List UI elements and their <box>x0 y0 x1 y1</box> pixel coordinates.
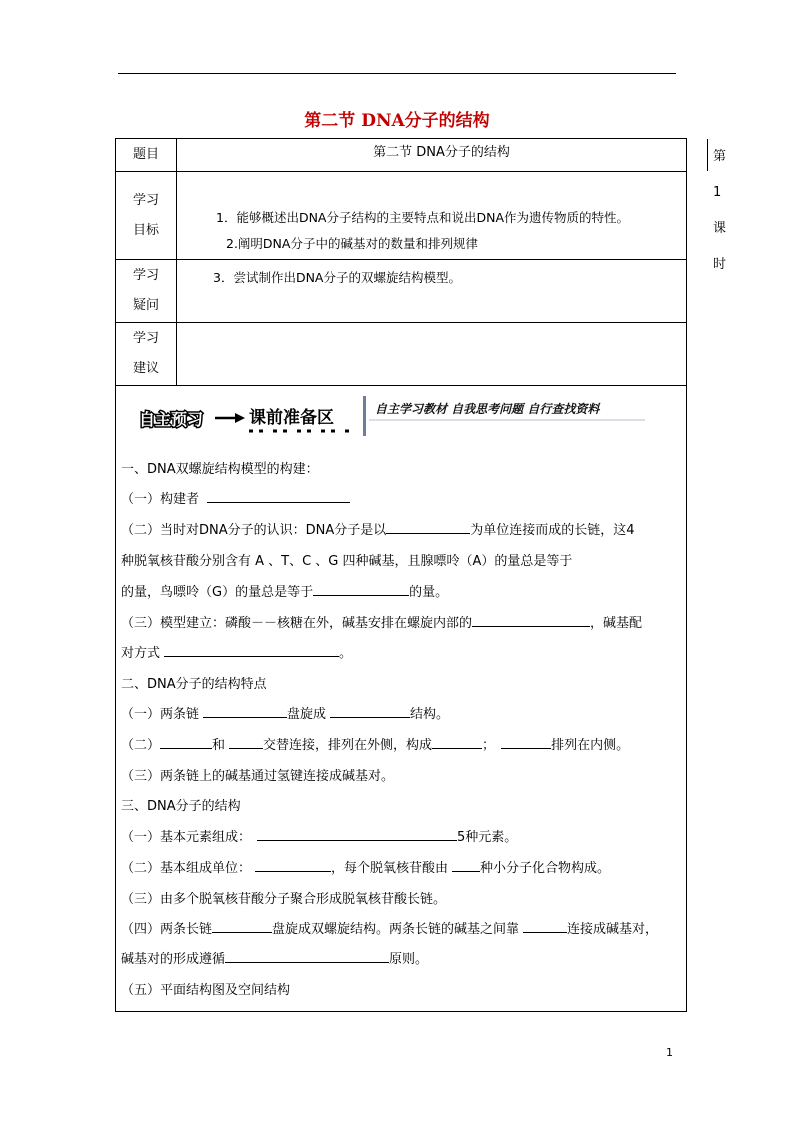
goal-item-2: 2.阐明DNA分子中的碱基对的数量和排列规律 <box>226 236 478 251</box>
advice-row <box>116 323 686 386</box>
advice-label: 学习 建议 <box>116 323 177 385</box>
page-title: 第二节 DNA分子的结构 <box>304 111 490 131</box>
line-hydrogen-bonds: （三）两条链上的碱基通过氢键连接成碱基对。 <box>121 769 395 784</box>
page-number: 1 <box>666 1046 673 1059</box>
banner-zone: 课前准备区 <box>249 408 334 428</box>
line-double-helix: （四）两条长链 盘旋成双螺旋结构。两条长链的碱基之间靠 连接成碱基对， <box>121 918 658 937</box>
blank-field[interactable] <box>255 857 331 872</box>
line-base-pair-rule: 碱基对的形成遵循 原则。 <box>121 948 428 967</box>
section-3-heading: 三、DNA分子的结构 <box>121 799 241 814</box>
line-bases: 种脱氧核苷酸分别含有 A 、T、C 、G 四种碱基，且腺嘌呤（A）的量总是等于 <box>121 554 573 569</box>
line-unit: （二）基本组成单位： ，每个脱氧核苷酸由 种小分子化合物构成。 <box>121 857 610 876</box>
blank-field[interactable] <box>160 734 212 749</box>
lesson-table <box>115 138 727 1012</box>
blank-field[interactable] <box>225 948 389 963</box>
line-elements: （一）基本元素组成： 5种元素。 <box>121 826 517 845</box>
topic-value: 第二节 DNA分子的结构 <box>176 139 708 171</box>
banner-logo: 自主预习 <box>139 410 204 429</box>
line-structure-diagram: （五）平面结构图及空间结构 <box>121 983 291 998</box>
goals-row <box>116 172 686 285</box>
line-backbone: （二） 和 交替连接，排列在外侧，构成 ； 排列在内侧。 <box>121 734 629 753</box>
line-knowledge: （二）当时对DNA分子的认识：DNA分子是以 为单位连接而成的长链，这4 <box>121 519 635 538</box>
blank-field[interactable] <box>501 734 551 749</box>
blank-field[interactable] <box>432 734 482 749</box>
line-two-chains: （一）两条链 盘旋成 结构。 <box>121 703 449 722</box>
line-polymer: （三）由多个脱氧核苷酸分子聚合形成脱氧核苷酸长链。 <box>121 892 447 907</box>
section-2-heading: 二、DNA分子的结构特点 <box>121 677 267 692</box>
content-row <box>116 386 686 1011</box>
blank-field[interactable] <box>386 519 470 534</box>
goal-item-3: 3．尝试制作出DNA分子的双螺旋结构模型。 <box>213 270 461 285</box>
line-builders: （一）构建者 <box>121 488 350 507</box>
section-1-heading: 一、DNA双螺旋结构模型的构建： <box>121 462 319 477</box>
prep-zone-banner <box>137 394 647 444</box>
header-rule <box>118 73 676 74</box>
blank-field[interactable] <box>313 581 409 596</box>
banner-slogan: 自主学习教材 自我思考问题 自行查找资料 <box>375 402 600 416</box>
period-value: 第 1 课时 <box>713 149 727 272</box>
blank-field[interactable] <box>452 857 480 872</box>
line-ratio: 的量，鸟嘌呤（G）的量总是等于 的量。 <box>121 581 448 600</box>
doubts-label: 学习 疑问 <box>116 260 177 322</box>
topic-label: 题目 <box>116 139 177 171</box>
blank-field[interactable] <box>212 918 272 933</box>
blank-field[interactable] <box>203 703 287 718</box>
line-model: （三）模型建立：磷酸－－核糖在外，碱基安排在螺旋内部的 ，碱基配 <box>121 612 642 631</box>
goals-label: 学习 目标 <box>116 172 177 259</box>
doubts-row <box>116 260 686 323</box>
line-pairing: 对方式 。 <box>121 642 352 661</box>
blank-field[interactable] <box>207 488 350 503</box>
blank-field[interactable] <box>330 703 410 718</box>
goal-item-1: 1．能够概述出DNA分子结构的主要特点和说出DNA作为遗传物质的特性。 <box>216 210 630 225</box>
blank-field[interactable] <box>472 612 590 627</box>
blank-field[interactable] <box>229 734 263 749</box>
blank-field[interactable] <box>164 642 339 657</box>
blank-field[interactable] <box>257 826 457 841</box>
blank-field[interactable] <box>523 918 567 933</box>
